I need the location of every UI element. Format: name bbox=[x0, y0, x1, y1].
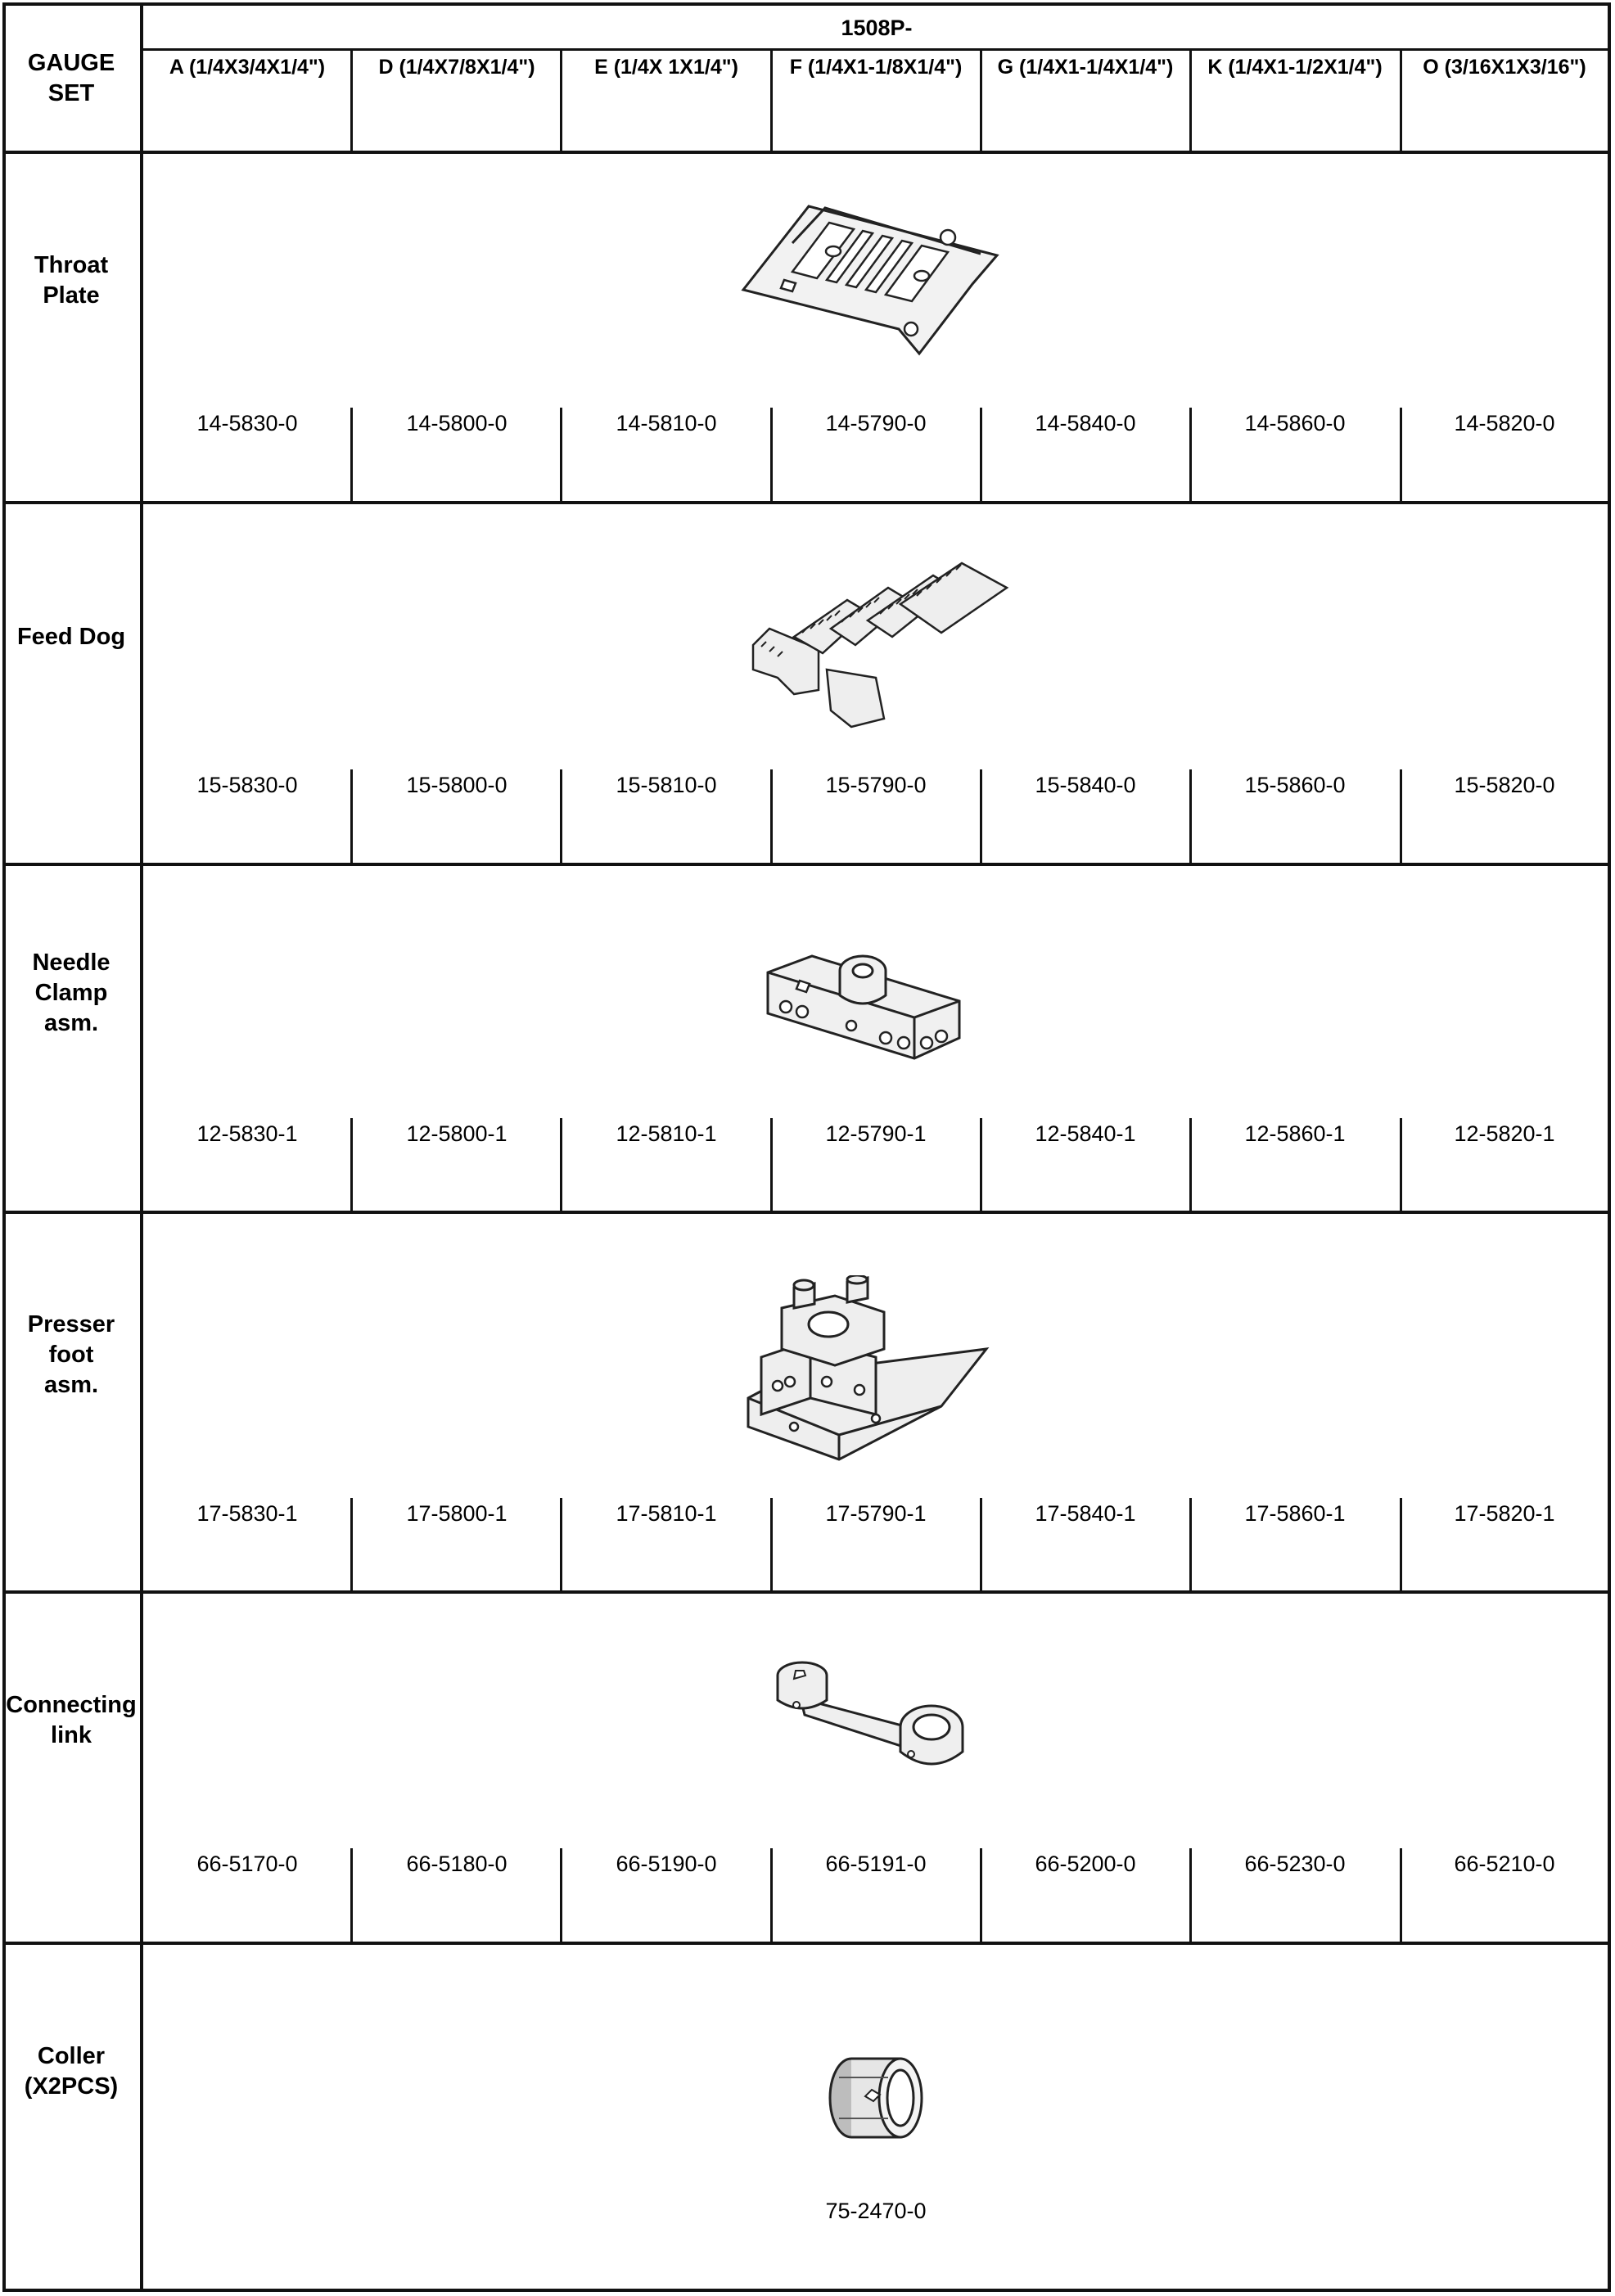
column-header-a: A (1/4X3/4X1/4") bbox=[169, 55, 326, 79]
common-part-number: 75-2470-0 bbox=[825, 2199, 927, 2223]
column-divider bbox=[560, 769, 562, 864]
column-divider bbox=[1189, 408, 1192, 503]
column-divider bbox=[1189, 1118, 1192, 1212]
feed-dog-icon bbox=[745, 555, 1015, 731]
throat-plate-icon bbox=[735, 198, 1013, 358]
part-number: 15-5800-0 bbox=[406, 773, 508, 797]
column-divider bbox=[1189, 1848, 1192, 1943]
column-divider bbox=[560, 49, 562, 152]
part-number: 14-5820-0 bbox=[1454, 411, 1555, 435]
column-divider bbox=[770, 1498, 773, 1592]
part-number: 66-5210-0 bbox=[1454, 1852, 1555, 1876]
row-divider bbox=[2, 1590, 1611, 1594]
presser-foot-icon bbox=[745, 1275, 990, 1464]
part-number: 66-5200-0 bbox=[1035, 1852, 1136, 1876]
part-number: 17-5840-1 bbox=[1035, 1501, 1136, 1526]
part-number: 12-5790-1 bbox=[825, 1121, 927, 1146]
part-number: 17-5790-1 bbox=[825, 1501, 927, 1526]
part-number: 12-5800-1 bbox=[406, 1121, 508, 1146]
column-divider bbox=[350, 408, 353, 503]
part-number: 17-5800-1 bbox=[406, 1501, 508, 1526]
column-header-d: D (1/4X7/8X1/4") bbox=[378, 55, 535, 79]
coller-icon bbox=[823, 2053, 929, 2143]
part-number: 14-5830-0 bbox=[196, 411, 298, 435]
row-divider bbox=[2, 501, 1611, 504]
part-number: 14-5800-0 bbox=[406, 411, 508, 435]
part-number: 14-5810-0 bbox=[616, 411, 717, 435]
column-divider bbox=[560, 1848, 562, 1943]
row-label-presser-foot: Presser foot asm. bbox=[27, 1311, 115, 1398]
part-number: 12-5830-1 bbox=[196, 1121, 298, 1146]
column-divider bbox=[350, 49, 353, 152]
column-divider bbox=[770, 1118, 773, 1212]
column-header-g: G (1/4X1-1/4X1/4") bbox=[997, 55, 1174, 79]
part-number: 66-5170-0 bbox=[196, 1852, 298, 1876]
part-number: 15-5830-0 bbox=[196, 773, 298, 797]
column-divider bbox=[980, 1848, 982, 1943]
column-divider bbox=[1189, 1498, 1192, 1592]
row-label-feed-dog: Feed Dog bbox=[16, 624, 126, 650]
column-divider bbox=[1189, 769, 1192, 864]
column-divider bbox=[770, 1848, 773, 1943]
connecting-link-icon bbox=[768, 1658, 972, 1776]
column-divider bbox=[350, 1848, 353, 1943]
column-divider bbox=[350, 1498, 353, 1592]
part-number: 17-5810-1 bbox=[616, 1501, 717, 1526]
gauge-set-label: GAUGE SET bbox=[27, 50, 115, 106]
part-number: 15-5790-0 bbox=[825, 773, 927, 797]
row-divider bbox=[2, 151, 1611, 154]
row-label-throat-plate: Throat Plate bbox=[34, 252, 109, 309]
part-number: 14-5840-0 bbox=[1035, 411, 1136, 435]
part-number: 12-5820-1 bbox=[1454, 1121, 1555, 1146]
row-divider bbox=[2, 1942, 1611, 1945]
column-divider bbox=[980, 1118, 982, 1212]
column-divider bbox=[560, 408, 562, 503]
part-number: 17-5830-1 bbox=[196, 1501, 298, 1526]
column-divider bbox=[560, 1118, 562, 1212]
column-header-o: O (3/16X1X3/16") bbox=[1423, 55, 1586, 79]
row-divider bbox=[2, 1211, 1611, 1214]
column-header-e: E (1/4X 1X1/4") bbox=[594, 55, 738, 79]
column-divider bbox=[1189, 49, 1192, 152]
model-title: 1508P- bbox=[841, 15, 913, 40]
row-label-connecting-link: Connecting link bbox=[6, 1692, 137, 1748]
column-divider bbox=[1400, 408, 1402, 503]
column-divider bbox=[1400, 49, 1402, 152]
part-number: 12-5840-1 bbox=[1035, 1121, 1136, 1146]
column-divider bbox=[980, 1498, 982, 1592]
part-number: 66-5190-0 bbox=[616, 1852, 717, 1876]
part-number: 66-5191-0 bbox=[825, 1852, 927, 1876]
column-divider bbox=[770, 408, 773, 503]
needle-clamp-icon bbox=[763, 948, 968, 1062]
part-number: 12-5860-1 bbox=[1244, 1121, 1346, 1146]
row-label-needle-clamp: Needle Clamp asm. bbox=[32, 949, 111, 1036]
column-divider bbox=[1400, 1118, 1402, 1212]
header-subdivider bbox=[140, 48, 1611, 51]
part-number: 15-5820-0 bbox=[1454, 773, 1555, 797]
column-divider bbox=[980, 408, 982, 503]
column-divider bbox=[1400, 1498, 1402, 1592]
part-number: 15-5840-0 bbox=[1035, 773, 1136, 797]
column-divider bbox=[980, 769, 982, 864]
part-number: 66-5230-0 bbox=[1244, 1852, 1346, 1876]
column-divider bbox=[770, 49, 773, 152]
column-divider bbox=[350, 1118, 353, 1212]
column-divider bbox=[980, 49, 982, 152]
part-number: 12-5810-1 bbox=[616, 1121, 717, 1146]
part-number: 15-5860-0 bbox=[1244, 773, 1346, 797]
column-divider bbox=[1400, 769, 1402, 864]
row-divider bbox=[2, 863, 1611, 866]
part-number: 15-5810-0 bbox=[616, 773, 717, 797]
column-divider bbox=[560, 1498, 562, 1592]
part-number: 66-5180-0 bbox=[406, 1852, 508, 1876]
column-divider bbox=[350, 769, 353, 864]
part-number: 17-5820-1 bbox=[1454, 1501, 1555, 1526]
part-number: 17-5860-1 bbox=[1244, 1501, 1346, 1526]
part-number: 14-5790-0 bbox=[825, 411, 927, 435]
column-header-k: K (1/4X1-1/2X1/4") bbox=[1207, 55, 1383, 79]
column-divider bbox=[1400, 1848, 1402, 1943]
part-number: 14-5860-0 bbox=[1244, 411, 1346, 435]
column-header-f: F (1/4X1-1/8X1/4") bbox=[789, 55, 963, 79]
column-divider bbox=[770, 769, 773, 864]
row-label-coller: Coller (X2PCS) bbox=[24, 2043, 119, 2100]
